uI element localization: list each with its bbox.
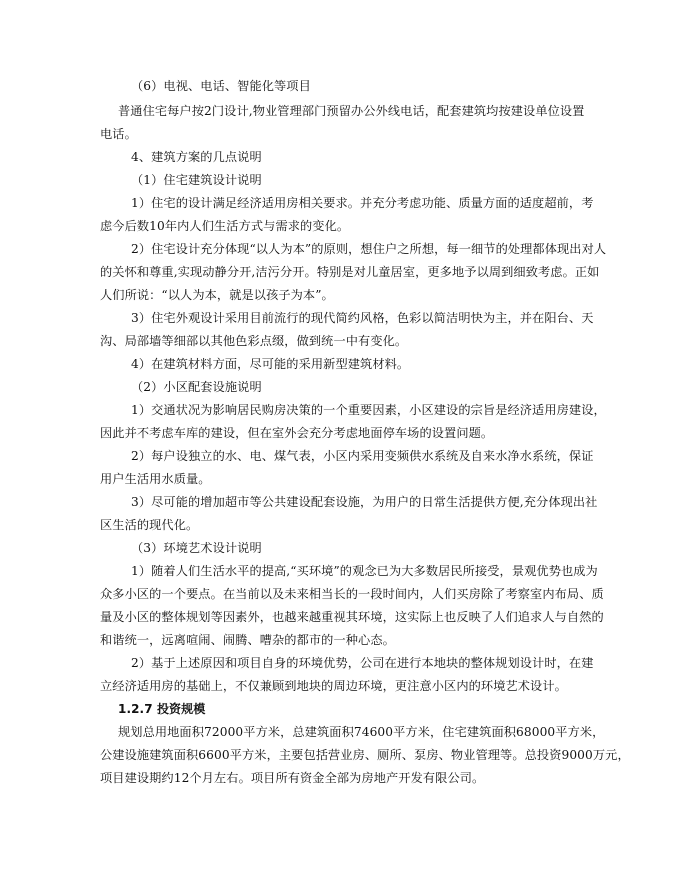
paragraph-line: 众多小区的一个要点。在当前以及未来相当长的一段时间内，人们买房除了考察室内布局、质 (100, 587, 604, 601)
subheading-community-facilities: （2）小区配套设施说明 (131, 380, 262, 394)
paragraph-line: 3）住宅外观设计采用目前流行的现代简约风格，色彩以简洁明快为主，并在阳台、天 (131, 311, 594, 325)
paragraph-line: 和谐统一，远离喧闹、闹腾、嘈杂的都市的一种心态。 (100, 633, 395, 647)
paragraph-line: 区生活的现代化。 (100, 518, 199, 532)
section-heading-investment-scale: 1.2.7 投资规模 (118, 702, 206, 716)
paragraph-line: 人们所说：“以人为本，就是以孩子为本”。 (100, 288, 334, 302)
paragraph-line: 项目建设期约12个月左右。项目所有资金全部为房地产开发有限公司。 (100, 771, 485, 785)
paragraph-line: 3）尽可能的增加超市等公共建设配套设施，为用户的日常生活提供方便,充分体现出社 (131, 495, 598, 509)
paragraph-line: 的关怀和尊重,实现动静分开,洁污分开。特别是对儿童居室，更多地予以周到细致考虑。正如 (100, 265, 600, 279)
paragraph-line: 公建设施建筑面积6600平方米，主要包括营业房、厕所、泵房、物业管理等。总投资9000万元， (100, 748, 630, 762)
paragraph-line: 虑今后数10年内人们生活方式与需求的变化。 (100, 219, 350, 233)
paragraph-line: 量及小区的整体规划等因素外，也越来越重视其环境，这实际上也反映了人们追求人与自然的 (100, 610, 604, 624)
paragraph-line: 用户生活用水质量。 (100, 472, 211, 486)
paragraph-line: 1）随着人们生活水平的提高,“买环境”的观念已为大多数居民所接受，景观优势也成为 (131, 564, 598, 578)
paragraph-line: 4）在建筑材料方面，尽可能的采用新型建筑材料。 (131, 357, 410, 371)
section-heading-architecture: 4、建筑方案的几点说明 (131, 150, 262, 164)
paragraph-line: 普通住宅每户按2门设计,物业管理部门预留办公外线电话，配套建筑均按建设单位设置 (118, 104, 585, 118)
paragraph-line: 规划总用地面积72000平方米，总建筑面积74600平方米，住宅建筑面积68000平方米， (118, 725, 605, 739)
subheading-environment-design: （3）环境艺术设计说明 (131, 541, 262, 555)
subheading-residential-design: （1）住宅建筑设计说明 (131, 173, 262, 187)
paragraph-line: 立经济适用房的基础上，不仅兼顾到地块的周边环境，更注意小区内的环境艺术设计。 (100, 679, 567, 693)
subheading-tv-phone: （6）电视、电话、智能化等项目 (131, 79, 311, 93)
paragraph-line: 沟、局部墙等细部以其他色彩点缀，做到统一中有变化。 (100, 334, 408, 348)
paragraph-line: 2）每户设独立的水、电、煤气表，小区内采用变频供水系统及自来水净水系统，保证 (131, 449, 594, 463)
paragraph-line: 电话。 (100, 127, 137, 141)
paragraph-line: 2）基于上述原因和项目自身的环境优势，公司在进行本地块的整体规划设计时，在建 (131, 656, 594, 670)
paragraph-line: 因此并不考虑车库的建设，但在室外会充分考虑地面停车场的设置问题。 (100, 426, 494, 440)
paragraph-line: 1）交通状况为影响居民购房决策的一个重要因素，小区建设的宗旨是经济适用房建设， (131, 403, 606, 417)
paragraph-line: 1）住宅的设计满足经济适用房相关要求。并充分考虑功能、质量方面的适度超前，考 (131, 196, 594, 210)
paragraph-line: 2）住宅设计充分体现“以人为本”的原则，想住户之所想，每一细节的处理都体现出对人 (131, 242, 607, 256)
